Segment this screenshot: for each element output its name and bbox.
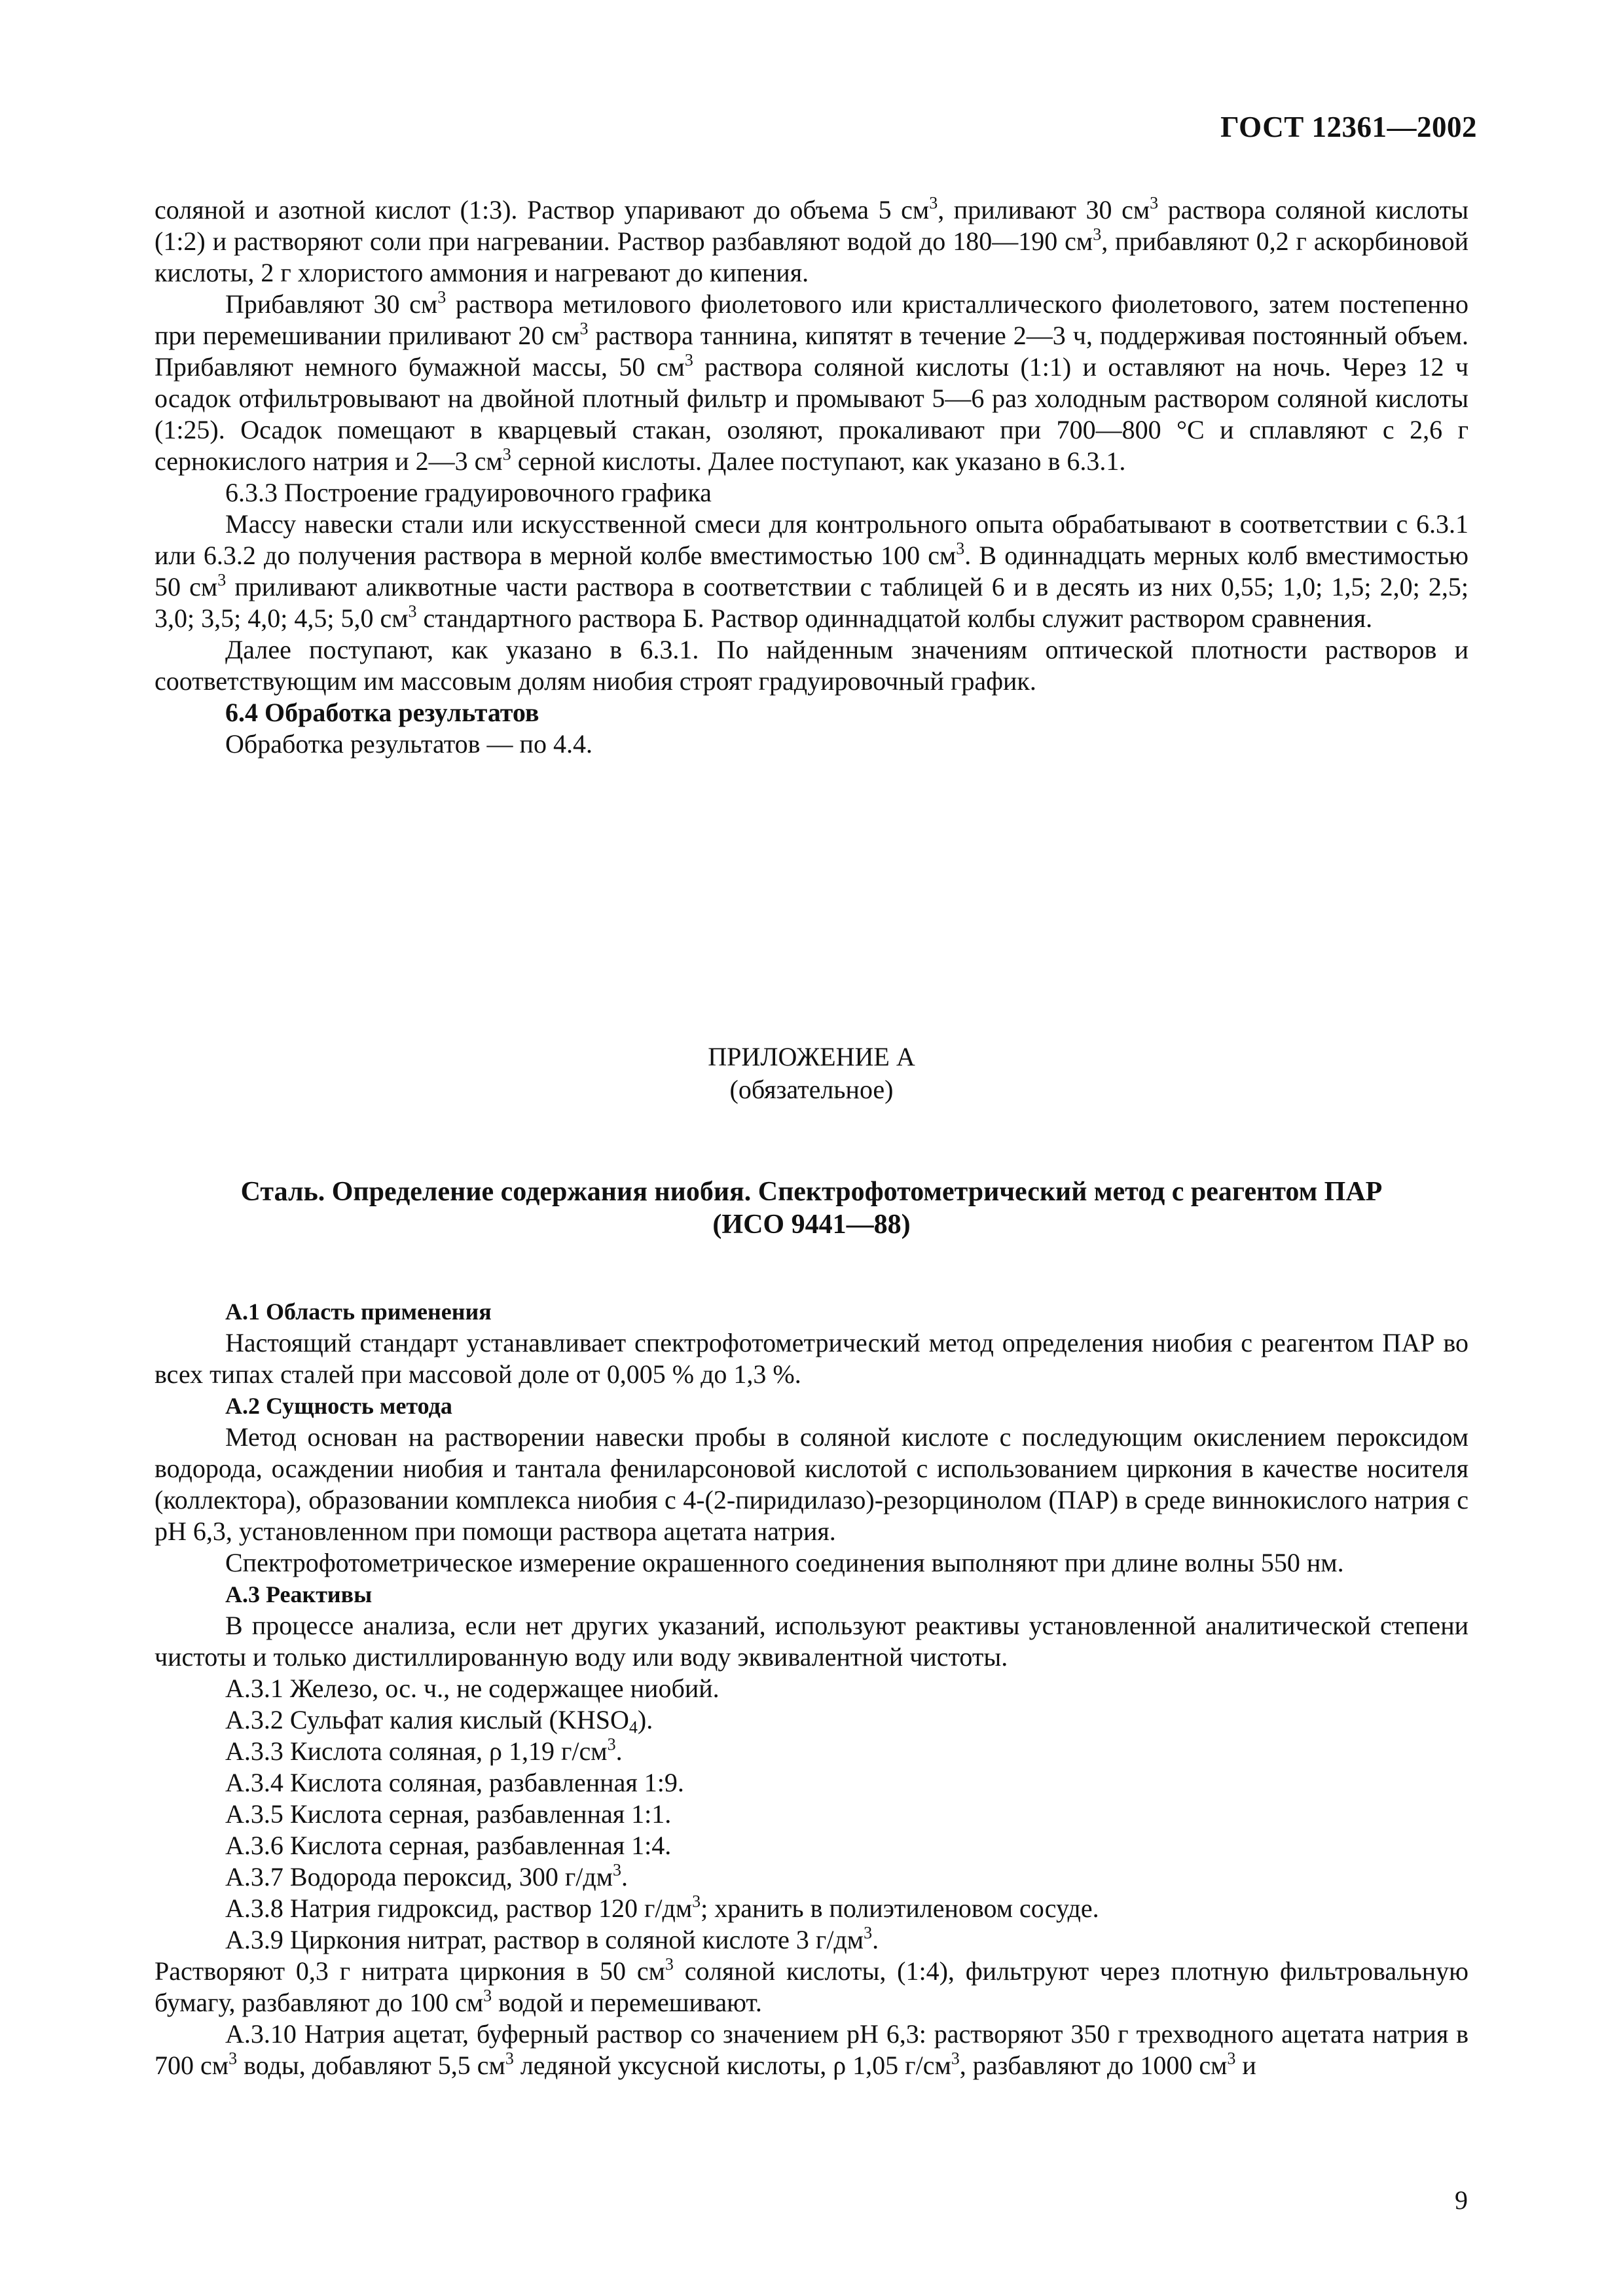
page-number: 9: [1455, 2185, 1468, 2215]
paragraph: соляной и азотной кислот (1:3). Раствор упаривают до объема 5 $см^3$, приливают 30 $см^3$ раствора соляной кислоты (1:2) и растворяют соли при нагревании. Раствор разбавляют водой до 180—190 $см^3$, прибавляют 0,2 г аскорбиновой кислоты, 2 г хлористого аммония и нагревают до кипения.: [155, 193, 1468, 287]
section-heading-a1: А.1 Область применения: [225, 1299, 492, 1325]
section-heading-6-4: 6.4 Обработка результатов: [225, 698, 539, 727]
paragraph: Массу навески стали или искусственной смеси для контрольного опыта обрабатывают в соответствии с 6.3.1 или 6.3.2 до получения раствора в мерной колбе вместимостью 100 $см^3$. В одиннадцать мерных колб вместимостью 50 $см^3$ приливают аликвотные части раствора в соответствии с таблицей 6 и в десять из них 0,55; 1,0; 1,5; 2,0; 2,5; 3,0; 3,5; 4,0; 4,5; 5,0 $см^3$ стандартного раствора Б. Раствор одиннадцатой колбы служит раствором сравнения.: [155, 509, 1468, 633]
appendix-a-body: [155, 1296, 1468, 2081]
section-heading-a2: А.2 Сущность метода: [225, 1393, 452, 1419]
list-item: А.3.2 Сульфат калия кислый $(KHSO_4)$.: [225, 1705, 653, 1737]
paragraph: Метод основан на растворении навески пробы в соляной кислоте с последующим окислением пероксидом водорода, осаждении ниобия и тантала фениларсоновой кислотой с использованием циркония в качестве носителя (коллектора), образовании комплекса ниобия с 4-(2-пиридилазо)-резорцинолом (ПАР) в среде виннокислого натрия с рН 6,3, установленном при помощи раствора ацетата натрия.: [155, 1422, 1468, 1546]
paragraph: Прибавляют 30 $см^3$ раствора метилового фиолетового или кристаллического фиолетового, затем постепенно при перемешивании приливают 20 $см^3$ раствора таннина, кипятят в течение 2—3 ч, поддерживая постоянный объем. Прибавляют немного бумажной массы, 50 $см^3$ раствора соляной кислоты (1:1) и оставляют на ночь. Через 12 ч осадок отфильтровывают на двойной плотный фильтр и промывают 5—6 раз холодным раствором соляной кислоты (1:25). Осадок помещают в кварцевый стакан, озоляют, прокаливают при 700—800 °С и сплавляют с 2,6 г сернокислого натрия и 2—3 $см^3$ серной кислоты. Далее поступают, как указано в 6.3.1.: [155, 287, 1469, 476]
paragraph: Далее поступают, как указано в 6.3.1. По найденным значениям оптической плотности растворов и соответствующим им массовым долям ниобия строят градуировочный график.: [155, 635, 1468, 696]
document-code-header: ГОСТ 12361—2002: [1220, 111, 1477, 143]
subsection-heading-6-3-3: 6.3.3 Построение градуировочного графика: [225, 478, 712, 507]
paragraph: Растворяют 0,3 г нитрата циркония в 50 $см^3$ соляной кислоты, (1:4), фильтруют через плотную фильтровальную бумагу, разбавляют до 100 $см^3$ водой и перемешивают.: [155, 1954, 1468, 2017]
list-item: А.3.4 Кислота соляная, разбавленная 1:9.: [225, 1768, 684, 1797]
list-item: А.3.6 Кислота серная, разбавленная 1:4.: [225, 1831, 672, 1860]
appendix-label-block: [155, 1041, 1468, 1106]
paragraph: Спектрофотометрическое измерение окрашенного соединения выполняют при длине волны 550 нм.: [225, 1548, 1344, 1577]
list-item: А.3.10 Натрия ацетат, буферный раствор со значением рН 6,3: растворяют 350 г трехводного ацетата натрия в 700 $см^3$ воды, добавляют 5,5 $см^3$ ледяной уксусной кислоты, ρ 1,05 $г/см^3$, разбавляют до 1000 $см^3$ и: [155, 2019, 1468, 2080]
list-item: А.3.9 Циркония нитрат, раствор в соляной кислоте 3 $г/дм^3$.: [225, 1923, 879, 1954]
appendix-title: Сталь. Определение содержания ниобия. Спектрофотометрический метод с реагентом ПАР (ИСО 9441—88): [240, 1177, 1383, 1240]
appendix-status: (обязательное): [729, 1075, 894, 1104]
paragraph: В процессе анализа, если нет других указаний, используют реактивы установленной аналитической степени чистоты и только дистиллированную воду или воду эквивалентной чистоты.: [155, 1611, 1468, 1672]
list-item: А.3.3 Кислота соляная, ρ 1,19 $г/см^3$.: [225, 1734, 623, 1766]
list-item: А.3.7 Водорода пероксид, 300 $г/дм^3$.: [225, 1860, 629, 1892]
paragraph: Обработка результатов — по 4.4.: [225, 729, 593, 759]
list-item: А.3.8 Натрия гидроксид, раствор 120 $г/дм^3$; хранить в полиэтиленовом сосуде.: [225, 1892, 1099, 1923]
paragraph: Настоящий стандарт устанавливает спектрофотометрический метод определения ниобия с реагентом ПАР во всех типах сталей при массовой доле от 0,005 % до 1,3 %.: [155, 1328, 1468, 1389]
list-item: А.3.5 Кислота серная, разбавленная 1:1.: [225, 1799, 672, 1829]
appendix-label: ПРИЛОЖЕНИЕ А: [708, 1042, 915, 1071]
section-6-3-text: [155, 194, 1468, 760]
list-item: А.3.1 Железо, ос. ч., не содержащее ниобий.: [225, 1674, 720, 1703]
section-heading-a3: А.3 Реактивы: [225, 1581, 373, 1607]
